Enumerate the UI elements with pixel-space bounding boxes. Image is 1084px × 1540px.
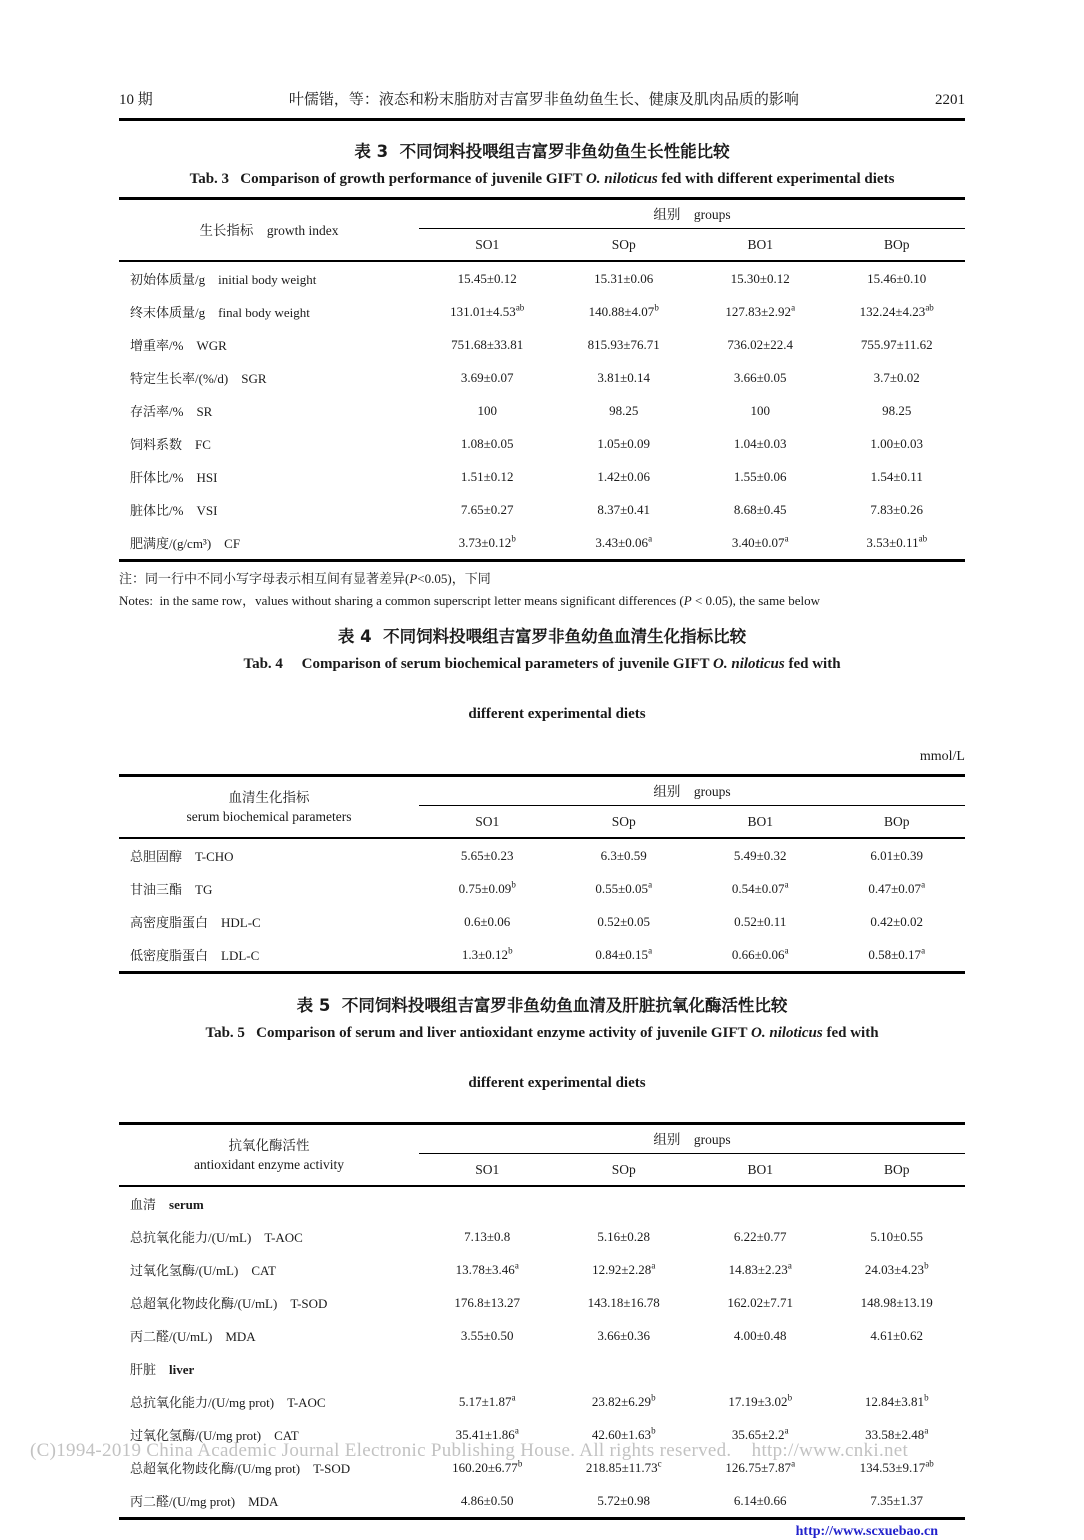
cell-value: 0.52±0.05 — [597, 913, 651, 929]
row-label: 增重率/% WGR — [130, 338, 227, 353]
row-label: 过氧化氢酶/(U/mg prot) CAT — [130, 1428, 299, 1443]
table5-title-zh: 表 5 不同饲料投喂组吉富罗非鱼幼鱼血清及肝脏抗氧化酶活性比较 — [296, 996, 788, 1015]
column-header: BOp — [883, 236, 910, 252]
cell-value: 15.46±0.10 — [867, 270, 927, 286]
table4-title-zh: 表 4 不同饲料投喂组吉富罗非鱼幼鱼血清生化指标比较 — [337, 627, 747, 646]
cell-value: 7.83±0.26 — [870, 501, 924, 517]
journal-url-link[interactable]: http://www.scxuebao.cn — [795, 1524, 938, 1539]
cell-value: 3.40±0.07$^a$ — [731, 533, 789, 550]
cell-value: 3.66±0.05 — [733, 369, 787, 385]
cell-value: 5.49±0.32 — [733, 847, 787, 863]
cell-value: 8.68±0.45 — [733, 501, 787, 517]
cell-value: 1.08±0.05 — [460, 435, 514, 451]
cell-value: 0.55±0.05$^a$ — [595, 879, 653, 896]
column-header: SO1 — [475, 1161, 500, 1177]
section-row — [119, 1352, 965, 1385]
column-header: SOp — [611, 236, 636, 252]
cell-value: 24.03±4.23$^b$ — [864, 1260, 929, 1277]
note-en: Notes: in the same row，values without sharing a common superscript letter means significant differences (P < 0.05), the same below — [119, 592, 820, 608]
cell-value: 127.83±2.92$^a$ — [725, 302, 796, 319]
cell-value: 42.60±1.63$^b$ — [591, 1425, 656, 1442]
table-row — [119, 1286, 965, 1319]
row-label: 饲料系数 FC — [130, 437, 211, 452]
section-row — [119, 1187, 965, 1220]
cell-value: 3.53±0.11$^{ab}$ — [866, 533, 928, 550]
cell-value: 131.01±4.53$^{ab}$ — [450, 302, 525, 319]
cell-value: 5.65±0.23 — [460, 847, 514, 863]
cell-value: 1.04±0.03 — [733, 435, 787, 451]
cell-value: 815.93±76.71 — [587, 336, 660, 352]
row-label: 血清 serum — [130, 1197, 204, 1212]
cell-value: 4.00±0.48 — [733, 1327, 787, 1343]
cell-value: 15.45±0.12 — [457, 270, 517, 286]
groups-header: 组别 groups — [419, 777, 965, 806]
cell-value: 0.66±0.06$^a$ — [731, 945, 789, 962]
row-label: 脏体比/% VSI — [130, 503, 218, 518]
cell-value: 132.24±4.23$^{ab}$ — [859, 302, 934, 319]
row-label: 总抗氧化能力/(U/mL) T-AOC — [130, 1230, 303, 1245]
cell-value: 1.55±0.06 — [733, 468, 787, 484]
cell-value: 1.51±0.12 — [460, 468, 514, 484]
cell-value: 6.3±0.59 — [600, 847, 647, 863]
cell-value: 6.22±0.77 — [733, 1228, 787, 1244]
cell-value: 8.37±0.41 — [597, 501, 651, 517]
row-label: 总抗氧化能力/(U/mg prot) T-AOC — [130, 1395, 326, 1410]
cell-value: 5.16±0.28 — [597, 1228, 651, 1244]
row-label: 低密度脂蛋白 LDL-C — [130, 948, 260, 963]
table-row — [119, 839, 965, 872]
row-label: 总超氧化物歧化酶/(U/mL) T-SOD — [130, 1296, 328, 1311]
cell-value: 3.55±0.50 — [460, 1327, 514, 1343]
row-label: 初始体质量/g initial body weight — [130, 272, 317, 287]
groups-header: 组别 groups — [419, 1125, 965, 1154]
cell-value: 1.42±0.06 — [597, 468, 651, 484]
row-label: 甘油三酯 TG — [130, 882, 213, 897]
cell-value: 23.82±6.29$^b$ — [591, 1392, 656, 1409]
page-header — [119, 0, 965, 121]
table5-title-en-line2: different experimental diets — [468, 1075, 646, 1091]
cell-value: 5.17±1.87$^a$ — [458, 1392, 516, 1409]
cell-value: 6.01±0.39 — [870, 847, 924, 863]
cell-value: 98.25 — [609, 402, 639, 418]
row-label: 丙二醛/(U/mg prot) MDA — [130, 1494, 279, 1509]
table-row — [119, 262, 965, 295]
column-header: BOp — [883, 1161, 910, 1177]
row-label: 过氧化氢酶/(U/mL) CAT — [130, 1263, 276, 1278]
cell-value: 1.00±0.03 — [870, 435, 924, 451]
cell-value: 0.84±0.15$^a$ — [595, 945, 653, 962]
cell-value: 140.88±4.07$^b$ — [588, 302, 659, 319]
copyright-text: (C)1994-2019 China Academic Journal Electronic Publishing House. All rights reserved. http://www.cnki.net — [30, 1440, 909, 1461]
table3-title-zh: 表 3 不同饲料投喂组吉富罗非鱼幼鱼生长性能比较 — [354, 142, 730, 161]
cell-value: 4.61±0.62 — [870, 1327, 924, 1343]
table-row — [119, 361, 965, 394]
table-row — [119, 394, 965, 427]
table5-title-en-line1: Tab. 5 Comparison of serum and liver antioxidant enzyme activity of juvenile GIFT O. niloticus fed with — [205, 1025, 879, 1041]
cell-value: 3.43±0.06$^a$ — [595, 533, 653, 550]
row-label: 高密度脂蛋白 HDL-C — [130, 915, 261, 930]
unit-label: mmol/L — [919, 749, 965, 764]
table4-title-en-line2: different experimental diets mmol/L — [119, 683, 965, 767]
table-row — [119, 1253, 965, 1286]
groups-header: 组别 groups — [419, 200, 965, 229]
table-row — [119, 427, 965, 460]
cell-value: 1.54±0.11 — [870, 468, 923, 484]
table4-title-en-line1: Tab. 4 Comparison of serum biochemical parameters of juvenile GIFT O. niloticus fed with — [243, 656, 841, 672]
cell-value: 0.42±0.02 — [870, 913, 924, 929]
cell-value: 0.54±0.07$^a$ — [731, 879, 789, 896]
cell-value: 1.3±0.12$^b$ — [461, 945, 513, 962]
column-header: SO1 — [475, 236, 500, 252]
table-row — [119, 328, 965, 361]
table3-section — [119, 140, 965, 611]
cell-value: 35.41±1.86$^a$ — [455, 1425, 519, 1442]
cell-value: 7.13±0.8 — [464, 1228, 511, 1244]
table-row — [119, 295, 965, 328]
cell-value: 176.8±13.27 — [454, 1294, 521, 1310]
cell-value: 100 — [477, 402, 497, 418]
journal-issue: 10 期 — [119, 92, 153, 108]
cell-value: 3.7±0.02 — [873, 369, 920, 385]
table-row — [119, 1484, 965, 1517]
column-header: BO1 — [747, 813, 773, 829]
cell-value: 3.81±0.14 — [597, 369, 651, 385]
cell-value: 0.75±0.09$^b$ — [458, 879, 516, 896]
table-row — [119, 1220, 965, 1253]
row-label: 特定生长率/(%/d) SGR — [130, 371, 267, 386]
column-header: BOp — [883, 813, 910, 829]
cell-value: 143.18±16.78 — [587, 1294, 660, 1310]
indicator-header: 抗氧化酶活性 antioxidant enzyme activity — [194, 1138, 344, 1172]
table-row — [119, 872, 965, 905]
cell-value: 12.92±2.28$^a$ — [592, 1260, 656, 1277]
row-label: 总胆固醇 T-CHO — [130, 849, 234, 864]
table-row — [119, 938, 965, 971]
cell-value: 15.31±0.06 — [594, 270, 654, 286]
row-label: 总超氧化物歧化酶/(U/mg prot) T-SOD — [130, 1461, 351, 1476]
indicator-header: 生长指标 growth index — [199, 222, 339, 238]
cell-value: 0.47±0.07$^a$ — [868, 879, 926, 896]
cell-value: 134.53±9.17$^{ab}$ — [859, 1458, 934, 1475]
cell-value: 5.10±0.55 — [870, 1228, 924, 1244]
cell-value: 3.69±0.07 — [460, 369, 514, 385]
cell-value: 0.6±0.06 — [464, 913, 511, 929]
table-row — [119, 1385, 965, 1418]
table3-notes — [119, 568, 965, 611]
table3-title-en: Tab. 3 Comparison of growth performance of juvenile GIFT O. niloticus fed with different experimental diets — [189, 171, 895, 187]
row-label: 终末体质量/g final body weight — [130, 305, 310, 320]
table-row — [119, 1319, 965, 1352]
cell-value: 3.73±0.12$^b$ — [458, 533, 516, 550]
table-row — [119, 526, 965, 559]
cell-value: 13.78±3.46$^a$ — [455, 1260, 519, 1277]
cell-value: 160.20±6.77$^b$ — [452, 1458, 523, 1475]
column-header: SOp — [611, 1161, 636, 1177]
cell-value: 100 — [750, 402, 770, 418]
row-label: 肝体比/% HSI — [130, 470, 218, 485]
cell-value: 6.14±0.66 — [733, 1492, 787, 1508]
page-number: 2201 — [935, 92, 965, 108]
table-row — [119, 493, 965, 526]
running-title: 叶儒锴，等：液态和粉末脂肪对吉富罗非鱼幼鱼生长、健康及肌肉品质的影响 — [288, 92, 799, 108]
table4 — [119, 774, 965, 974]
cell-value: 4.86±0.50 — [460, 1492, 514, 1508]
note-zh: 注：同一行中不同小写字母表示相互间有显著差异(P<0.05)，下同 — [119, 571, 491, 586]
cell-value: 736.02±22.4 — [727, 336, 794, 352]
cell-value: 1.05±0.09 — [597, 435, 651, 451]
cell-value: 3.66±0.36 — [597, 1327, 651, 1343]
cell-value: 15.30±0.12 — [730, 270, 790, 286]
indicator-header: 血清生化指标 serum biochemical parameters — [186, 790, 352, 824]
cell-value: 126.75±7.87$^a$ — [725, 1458, 796, 1475]
cell-value: 14.83±2.23$^a$ — [728, 1260, 792, 1277]
table4-section — [119, 625, 965, 974]
cell-value: 5.72±0.98 — [597, 1492, 651, 1508]
cell-value: 162.02±7.71 — [727, 1294, 794, 1310]
row-label: 丙二醛/(U/mL) MDA — [130, 1329, 256, 1344]
cell-value: 751.68±33.81 — [451, 336, 524, 352]
column-header: SO1 — [475, 813, 500, 829]
table3 — [119, 197, 965, 562]
table-row — [119, 460, 965, 493]
cell-value: 33.58±2.48$^a$ — [865, 1425, 929, 1442]
cell-value: 755.97±11.62 — [860, 336, 933, 352]
cell-value: 12.84±3.81$^b$ — [864, 1392, 929, 1409]
row-label: 肥满度/(g/cm³) CF — [130, 536, 241, 551]
cell-value: 0.52±0.11 — [734, 913, 787, 929]
cell-value: 148.98±13.19 — [860, 1294, 933, 1310]
column-header: BO1 — [747, 236, 773, 252]
table-row — [119, 905, 965, 938]
cell-value: 0.58±0.17$^a$ — [868, 945, 926, 962]
cell-value: 7.65±0.27 — [460, 501, 514, 517]
cell-value: 35.65±2.2$^a$ — [731, 1425, 789, 1442]
column-header: BO1 — [747, 1161, 773, 1177]
row-label: 存活率/% SR — [130, 404, 213, 419]
cell-value: 98.25 — [882, 402, 912, 418]
column-header: SOp — [611, 813, 636, 829]
row-label: 肝脏 liver — [130, 1362, 195, 1377]
cell-value: 218.85±11.73$^c$ — [585, 1458, 662, 1475]
cell-value: 17.19±3.02$^b$ — [728, 1392, 793, 1409]
cell-value: 7.35±1.37 — [870, 1492, 924, 1508]
